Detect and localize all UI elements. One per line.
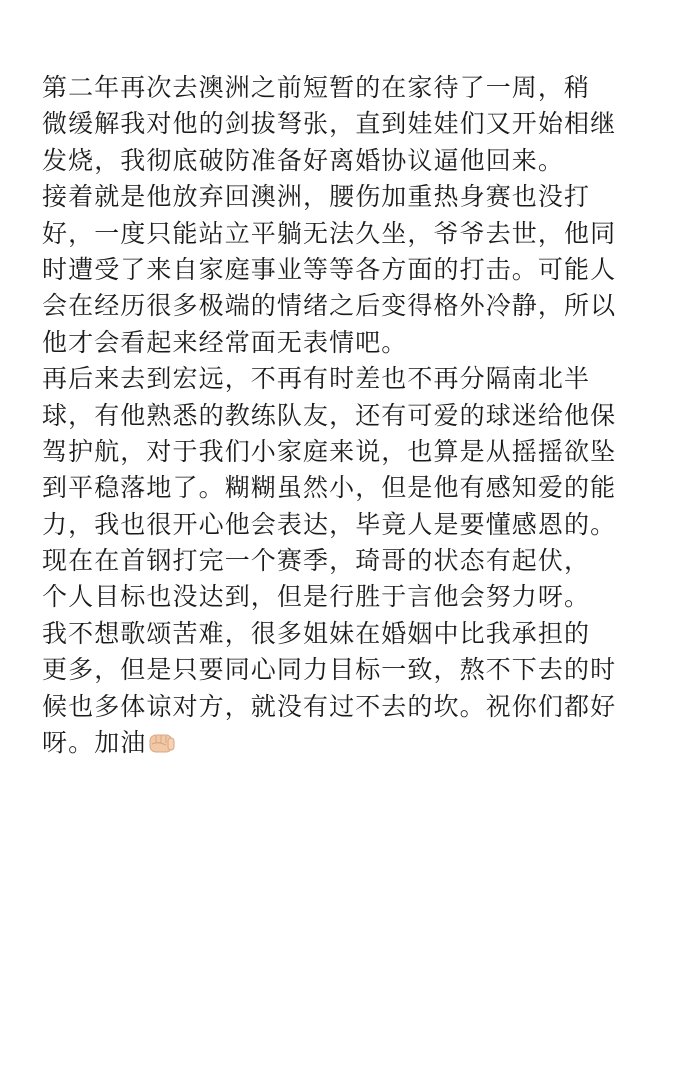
text-line: 球，有他熟悉的教练队友，还有可爱的球迷给他保 bbox=[42, 400, 617, 430]
fist-icon bbox=[148, 730, 176, 756]
text-line: 他才会看起来经常面无表情吧。 bbox=[42, 327, 408, 357]
text-line: 个人目标也没达到，但是行胜于言他会努力呀。 bbox=[42, 582, 591, 612]
text-line: 更多，但是只要同心同力目标一致，熬不下去的时 bbox=[42, 655, 617, 685]
text-line: 候也多体谅对方，就没有过不去的坎。祝你们都好 bbox=[42, 691, 617, 721]
text-line: 发烧，我彻底破防准备好离婚协议逼他回来。 bbox=[42, 145, 565, 175]
text-line: 再后来去到宏远，不再有时差也不再分隔南北半 bbox=[42, 364, 591, 394]
text-line: 力，我也很开心他会表达，毕竟人是要懂感恩的。 bbox=[42, 509, 617, 539]
text-line: 第二年再次去澳洲之前短暂的在家待了一周，稍 bbox=[42, 73, 591, 102]
text-line: 时遭受了来自家庭事业等等各方面的打击。可能人 bbox=[42, 254, 617, 284]
text-line: 接着就是他放弃回澳洲，腰伤加重热身赛也没打 bbox=[42, 182, 591, 212]
text-line: 现在在首钢打完一个赛季，琦哥的状态有起伏， bbox=[42, 546, 591, 576]
text-line-content: 呀。加油 bbox=[42, 728, 147, 758]
text-line: 微缓解我对他的剑拔弩张，直到娃娃们又开始相继 bbox=[42, 109, 617, 139]
text-line: 我不想歌颂苦难，很多姐妹在婚姻中比我承担的 bbox=[42, 618, 591, 648]
last-text-line bbox=[42, 725, 642, 761]
text-line: 到平稳落地了。糊糊虽然小，但是他有感知爱的能 bbox=[42, 473, 617, 503]
document-body bbox=[42, 70, 642, 761]
text-line: 好，一度只能站立平躺无法久坐，爷爷去世，他同 bbox=[42, 218, 617, 248]
text-line: 会在经历很多极端的情绪之后变得格外冷静，所以 bbox=[42, 291, 617, 321]
text-line: 驾护航，对于我们小家庭来说，也算是从摇摇欲坠 bbox=[42, 436, 617, 466]
